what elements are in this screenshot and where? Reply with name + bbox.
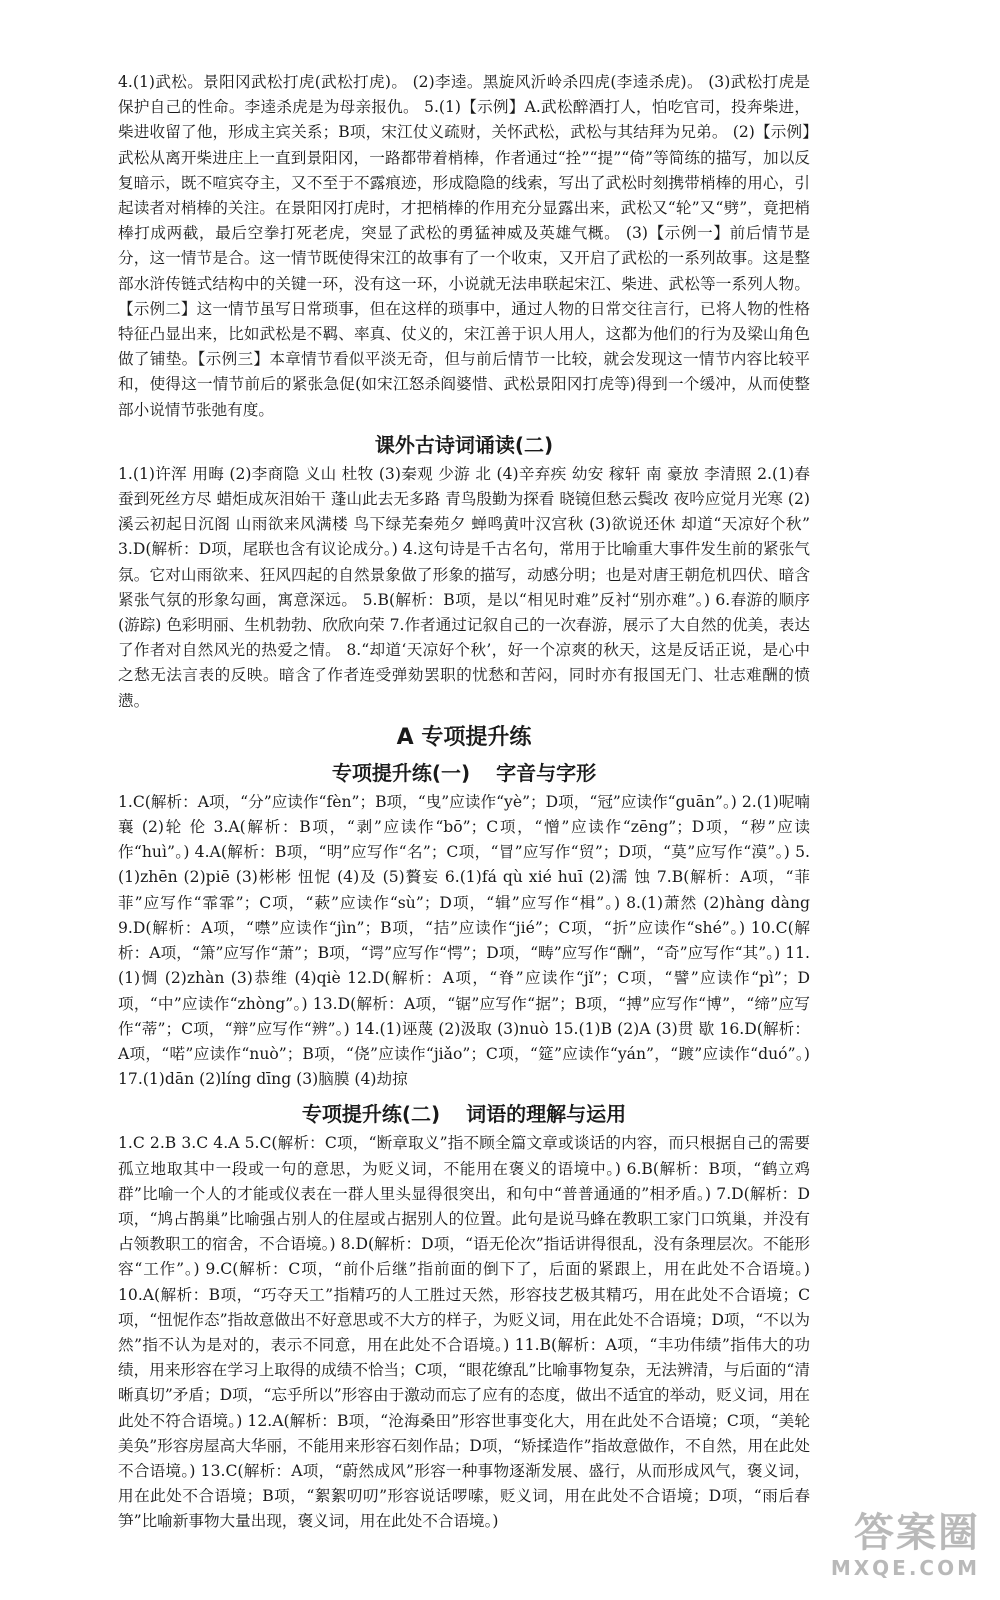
section-pronunciation-answers: 1.C(解析：A项，“分”应读作“fèn”；B项，“曳”应读作“yè”；D项，“冠”应读作“guān”。) 2.(1)呢喃 襄 (2)轮 伦 3.A(解析：B项，“剥”应读作“bō”；C项，“憎”应读作“zēng”；D项，“秽”应读作“huì”。) 4.A(解析：B项，“明”应写作“名”；C项，“冒”应写作“贸”；D项，“莫”应写作“漠”。) 5.(1)zhēn (2)piē (3)彬彬 忸怩 (4)及 (5)贅妄 6.(1)fá qù xié huī (2)濡 蚀 7.B(解析：A项，“菲菲”应写作“霏霏”；C项，“蔌”应读作“sù”；D项，“辑”应写作“楫”。) 8.(1)萧然 (2)hàng dàng 9.D(解析：A项，“噤”应读作“jìn”；B项，“拮”应读作“jié”；C项，“折”应读作“shé”。) 10.C(解析：A项，“箫”应写作“萧”；B项，“谔”应写作“愕”；D项，“畴”应写作“酬”，“奇”应写作“其”。) 11.(1)惆 (2)zhàn (3)恭维 (4)qiè 12.D(解析：A项，“脊”应读作“jǐ”；C项，“譬”应读作“pì”；D项，“中”应读作“zhòng”。) 13.D(解析：A项，“锯”应写作“据”；B项，“搏”应写作“博”，“缔”应写作“蒂”；C项，“辩”应写作“辨”。) 14.(1)诬蔑 (2)汲取 (3)nuò 15.(1)B (2)A (3)贯 歇 16.D(解析：A项，“喏”应读作“nuò”；B项，“侥”应读作“jiǎo”；C项，“筵”应读作“yán”，“踱”应读作“duó”。) 17.(1)dān (2)líng dīng (3)脑膜 (4)劫掠: [118, 792, 810, 1089]
site-watermark: [805, 1510, 980, 1586]
watermark-domain: MXQE.COM: [830, 1556, 980, 1580]
section-water-margin-answers: 4.(1)武松。景阳冈武松打虎(武松打虎)。 (2)李逵。黑旋风沂岭杀四虎(李逵杀虎)。 (3)武松打虎是保护自己的性命。李逵杀虎是为母亲报仇。 5.(1)【示例】A.武松醉酒打人，怕吃官司，投奔柴进，柴进收留了他，形成主宾关系；B项，宋江仗义疏财，关怀武松，武松与其结拜为兄弟。 (2)【示例】武松从离开柴进庄上一直到景阳冈，一路都带着梢棒，作者通过“拴”“提”“倚”等简练的描写，加以反复暗示，既不喧宾夺主，又不至于不露痕迹，形成隐隐的线索，写出了武松时刻携带梢棒的用心，引起读者对梢棒的关注。在景阳冈打虎时，才把梢棒的作用充分显露出来，武松又“轮”又“劈”，竟把梢棒打成两截，最后空拳打死老虎，突显了武松的勇猛神威及英雄气概。 (3)【示例一】前后情节是分，这一情节是合。这一情节既使得宋江的故事有了一个收束，又开启了武松的一系列故事。这是整部水浒传链式结构中的关键一环，没有这一环，小说就无法串联起宋江、柴进、武松等一系列人物。【示例二】这一情节虽写日常琐事，但在这样的琐事中，通过人物的日常交往言行，已将人物的性格特征凸显出来，比如武松是不羁、率真、仗义的，宋江善于识人用人，这都为他们的行为及梁山角色做了铺垫。【示例三】本章情节看似平淡无奇，但与前后情节一比较，就会发现这一情节内容比较平和，使得这一情节前后的紧张急促(如宋江怒杀阎婆惜、武松景阳冈打虎等)得到一个缓冲，从而使整部小说情节张弛有度。: [118, 73, 810, 419]
heading-practice-1: [118, 757, 810, 786]
heading-practice-2: [118, 1098, 810, 1127]
heading-practice-2-number: 专项提升练(二): [301, 1102, 441, 1127]
heading-practice-1-topic: 字音与字形: [496, 760, 597, 785]
heading-practice-2-topic: 词语的理解与运用: [466, 1102, 627, 1127]
section-vocabulary-answers: 1.C 2.B 3.C 4.A 5.C(解析：C项，“断章取义”指不顾全篇文章或谈话的内容，而只根据自己的需要孤立地取其中一段或一句的意思，为贬义词，不能用在褒义的语境中。) 6.B(解析：B项，“鹤立鸡群”比喻一个人的才能或仪表在一群人里头显得很突出，和句中“普普通通的”相矛盾。) 7.D(解析：D项，“鸠占鹊巢”比喻强占别人的住屋或占据别人的位置。此句是说马蜂在教职工家门口筑巢，并没有占领教职工的宿舍，不合语境。) 8.D(解析：D项，“语无伦次”指话讲得很乱，没有条理层次。不能形容“工作”。) 9.C(解析：C项，“前仆后继”指前面的倒下了，后面的紧跟上，用在此处不合语境。) 10.A(解析：B项，“巧夺天工”指精巧的人工胜过天然，形容技艺极其精巧，用在此处不合语境；C项，“忸怩作态”指故意做出不好意思或不大方的样子，为贬义词，用在此处不合语境；D项，“不以为然”指不认为是对的，表示不同意，用在此处不合语境。) 11.B(解析：A项，“丰功伟绩”指伟大的功绩，用来形容在学习上取得的成绩不恰当；C项，“眼花缭乱”比喻事物复杂，无法辨清，与后面的“清晰真切”矛盾；D项，“忘乎所以”形容由于激动而忘了应有的态度，做出不适宜的举动，贬义词，用在此处不符合语境。) 12.A(解析：B项，“沧海桑田”形容世事变化大，用在此处不合语境；C项，“美轮美奂”形容房屋高大华丽，不能用来形容石刻作品；D项，“矫揉造作”指故意做作，不自然，用在此处不合语境。) 13.C(解析：A项，“蔚然成风”形容一种事物逐渐发展、盛行，从而形成风气，褒义词，用在此处不合语境；B项，“絮絮叨叨”形容说话啰嗦，贬义词，用在此处不合语境；D项，“雨后春笋”比喻新事物大量出现，褒义词，用在此处不合语境。): [118, 1134, 810, 1531]
heading-practice-1-number: 专项提升练(一): [331, 760, 471, 785]
page-edge-artifact: [100, 70, 114, 1550]
heading-a-special-practice: A 专项提升练: [396, 724, 532, 750]
answer-page: [118, 70, 810, 1535]
heading-classical-poetry-2: 课外古诗词诵读(二): [374, 432, 554, 457]
watermark-logo-text: 答案圈: [854, 1510, 980, 1556]
section-poetry-answers: 1.(1)许浑 用晦 (2)李商隐 义山 杜牧 (3)秦观 少游 北 (4)辛弃疾 幼安 稼轩 南 豪放 李清照 2.(1)春蚕到死丝方尽 蜡炬成灰泪始干 蓬山此去无多路 青鸟殷勤为探看 晓镜但愁云鬓改 夜吟应觉月光寒 (2)溪云初起日沉阁 山雨欲来风满楼 鸟下绿芜秦苑夕 蝉鸣黄叶汉宫秋 (3)欲说还休 却道“天凉好个秋” 3.D(解析：D项，尾联也含有议论成分。) 4.这句诗是千古名句，常用于比喻重大事件发生前的紧张气氛。它对山雨欲来、狂风四起的自然景象做了形象的描写，动感分明；也是对唐王朝危机四伏、暗含紧张气氛的形象勾画，寓意深远。 5.B(解析：B项，是以“相见时难”反衬“别亦难”。) 6.春游的顺序(游踪) 色彩明丽、生机勃勃、欣欣向荣 7.作者通过记叙自己的一次春游，展示了大自然的优美，表达了作者对自然风光的热爱之情。 8.“却道‘天凉好个秋’，好一个凉爽的秋天，这是反话正说，是心中之愁无法言表的反映。暗含了作者连受弹劾罢职的忧愁和苦闷，同时亦有报国无门、壮志难酬的愤懑。: [118, 464, 810, 710]
